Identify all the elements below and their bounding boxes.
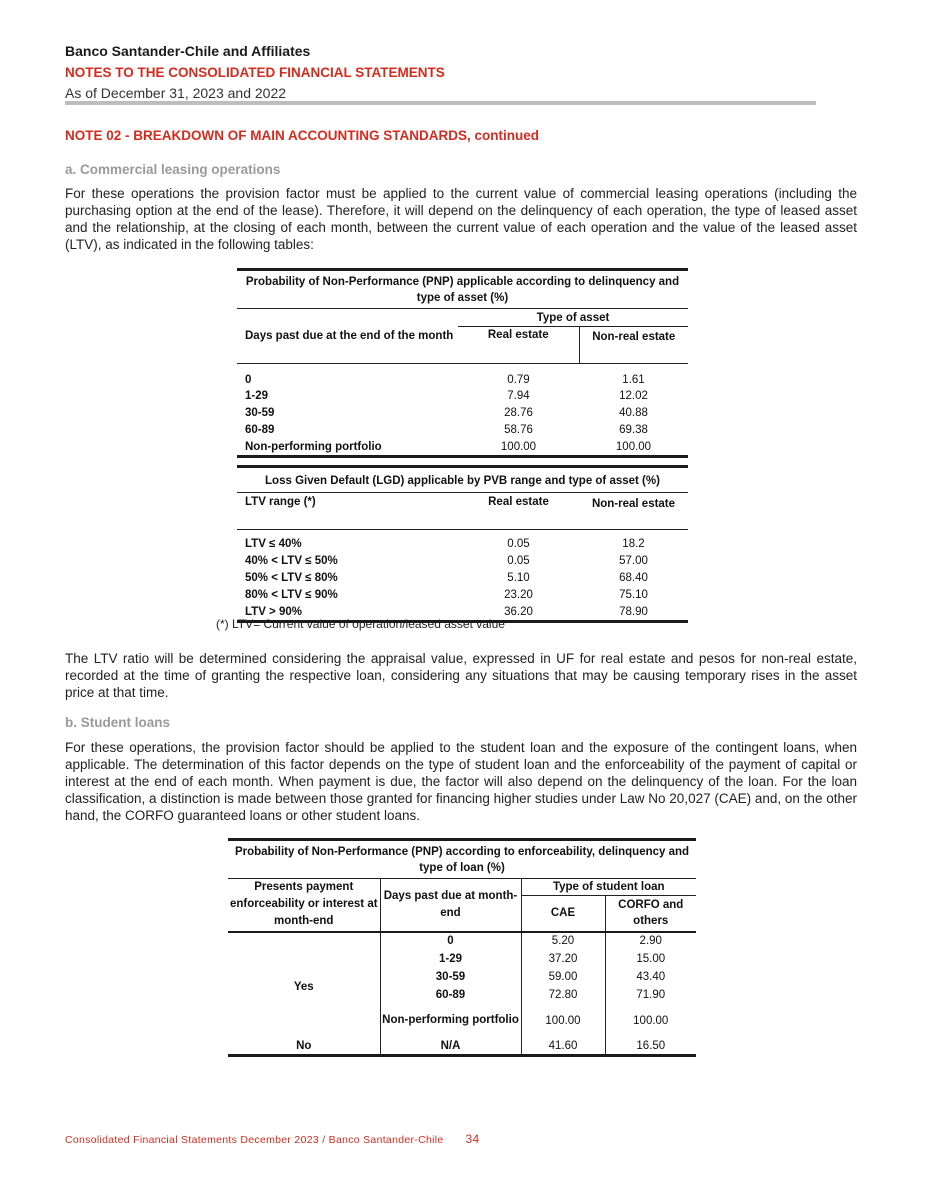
student-pnp-table (228, 838, 696, 1057)
student-pnp-group-header: Type of student loan (521, 879, 696, 896)
footer-text: Consolidated Financial Statements December 2023 / Banco Santander-Chile (65, 1134, 444, 1146)
row-label: 60-89 (245, 424, 275, 436)
cell-corfo: 100.00 (605, 1004, 696, 1038)
cell-days: N/A (380, 1038, 521, 1056)
cell-nonreal: 12.02 (619, 390, 648, 402)
cell-real: 100.00 (458, 439, 579, 457)
cell-nonreal: 57.00 (619, 555, 648, 567)
leasing-pnp-table (237, 268, 688, 458)
cell-corfo: 71.90 (605, 986, 696, 1004)
cell-cae: 59.00 (521, 968, 605, 986)
cell-nonreal: 78.90 (579, 604, 688, 622)
row-label: LTV > 90% (237, 604, 458, 622)
cell-corfo: 43.40 (605, 968, 696, 986)
cell-nonreal: 18.2 (622, 538, 645, 550)
table-row (237, 536, 688, 553)
cell-real: 28.76 (504, 407, 533, 419)
ltv-footnote: (*) LTV= Current value of operation/leased asset value (216, 617, 505, 631)
leasing-lgd-col-real: Real estate (458, 493, 579, 530)
table-row (237, 439, 688, 457)
row-label: 80% < LTV ≤ 90% (245, 589, 338, 601)
cell-days: 0 (380, 932, 521, 950)
cell-real: 36.20 (458, 604, 579, 622)
cell-real: 23.20 (504, 589, 533, 601)
page-number: 34 (465, 1132, 480, 1146)
row-label: 40% < LTV ≤ 50% (245, 555, 338, 567)
cell-real: 0.79 (507, 373, 530, 386)
cell-real: 7.94 (507, 390, 530, 402)
student-pnp-col-corfo: CORFO and others (605, 896, 696, 932)
cell-real: 0.05 (507, 555, 530, 567)
table-row (237, 388, 688, 405)
row-label: 30-59 (245, 407, 275, 419)
leasing-pnp-col-real: Real estate (458, 327, 579, 364)
cell-real: 5.10 (507, 572, 530, 584)
row-label: LTV ≤ 40% (245, 538, 302, 550)
leasing-lgd-col-ltv: LTV range (*) (237, 493, 458, 530)
enforceability-no: No (228, 1038, 380, 1056)
cell-corfo: 15.00 (605, 950, 696, 968)
leasing-pnp-col-days: Days past due at the end of the month (237, 309, 458, 364)
table-row (237, 405, 688, 422)
company-name: Banco Santander-Chile and Affiliates (65, 43, 311, 59)
student-pnp-caption: Probability of Non-Performance (PNP) according to enforceability, delinquency and type of loan (%) (228, 840, 696, 879)
table-row (228, 1038, 696, 1056)
row-label: 1-29 (245, 390, 269, 402)
cell-nonreal: 1.61 (622, 373, 645, 386)
cell-cae: 72.80 (521, 986, 605, 1004)
leasing-pnp-group-header: Type of asset (458, 309, 688, 327)
cell-nonreal: 100.00 (579, 439, 688, 457)
table-row (237, 372, 688, 388)
cell-nonreal: 68.40 (619, 572, 648, 584)
cell-cae: 37.20 (521, 950, 605, 968)
cell-real: 58.76 (504, 424, 533, 436)
header-divider (65, 101, 816, 105)
leasing-lgd-table (237, 465, 688, 623)
cell-days: 30-59 (380, 968, 521, 986)
leasing-lgd-caption: Loss Given Default (LGD) applicable by PVB range and type of asset (%) (237, 467, 688, 493)
ltv-explanation: The LTV ratio will be determined considering the appraisal value, expressed in UF for real estate and pesos for non-real estate, recorded at the time of granting the respective loan, considering any situations that may be causing temporary rises in the asset price at that time. (65, 651, 857, 700)
cell-nonreal: 69.38 (619, 424, 648, 436)
cell-corfo: 16.50 (605, 1038, 696, 1056)
section-a-title: a. Commercial leasing operations (65, 162, 281, 177)
table-row (237, 570, 688, 587)
cell-cae: 5.20 (521, 932, 605, 950)
cell-cae: 100.00 (521, 1004, 605, 1038)
as-of-date: As of December 31, 2023 and 2022 (65, 85, 287, 101)
leasing-lgd-col-nonreal: Non-real estate (579, 493, 688, 530)
cell-days: 60-89 (380, 986, 521, 1004)
table-row (237, 553, 688, 570)
leasing-pnp-col-nonreal: Non-real estate (579, 327, 688, 364)
student-pnp-col-cae: CAE (521, 896, 605, 932)
cell-nonreal: 40.88 (619, 407, 648, 419)
page-header (65, 43, 445, 101)
table-row (237, 587, 688, 604)
section-a-intro: For these operations the provision factor must be applied to the current value of commercial leasing operations (including the purchasing option at the end of the lease). Therefore, it will depend on the delinquency of each operation, the type of leased asset and the relationship, at the closing of each month, between the current value of each operation and the value of the leased asset (LTV), as indicated in the following tables: (65, 186, 857, 252)
section-b-title: b. Student loans (65, 715, 171, 730)
section-b-intro: For these operations, the provision factor should be applied to the student loan and the exposure of the contingent loans, when applicable. The determination of this factor depends on the type of student loan and the enforceability of the payment of capital or interest at the end of each month. When payment is due, the factor will also depend on the delinquency of the loan. For the loan classification, a distinction is made between those granted for financing higher studies under Law No 20,027 (CAE) and, on the other hand, the CORFO guaranteed loans or other student loans. (65, 740, 857, 823)
student-pnp-col-enforceability: Presents payment enforceability or interest at month-end (228, 879, 380, 932)
page-footer (65, 1132, 479, 1146)
cell-days: 1-29 (380, 950, 521, 968)
table-row (237, 422, 688, 439)
row-label: 0 (245, 373, 252, 386)
enforceability-yes: Yes (293, 981, 314, 993)
cell-real: 0.05 (507, 538, 530, 550)
leasing-pnp-caption: Probability of Non-Performance (PNP) applicable according to delinquency and type of asset (%) (237, 270, 688, 309)
note-title: NOTE 02 - BREAKDOWN OF MAIN ACCOUNTING STANDARDS, continued (65, 128, 539, 143)
cell-cae: 41.60 (521, 1038, 605, 1056)
table-row (228, 932, 696, 950)
cell-nonreal: 75.10 (619, 589, 648, 601)
cell-days: Non-performing portfolio (380, 1004, 521, 1038)
row-label: 50% < LTV ≤ 80% (245, 572, 338, 584)
cell-corfo: 2.90 (605, 932, 696, 950)
student-pnp-col-days: Days past due at month-end (380, 879, 521, 932)
document-title: NOTES TO THE CONSOLIDATED FINANCIAL STATEMENTS (65, 65, 445, 80)
row-label: Non-performing portfolio (237, 439, 458, 457)
